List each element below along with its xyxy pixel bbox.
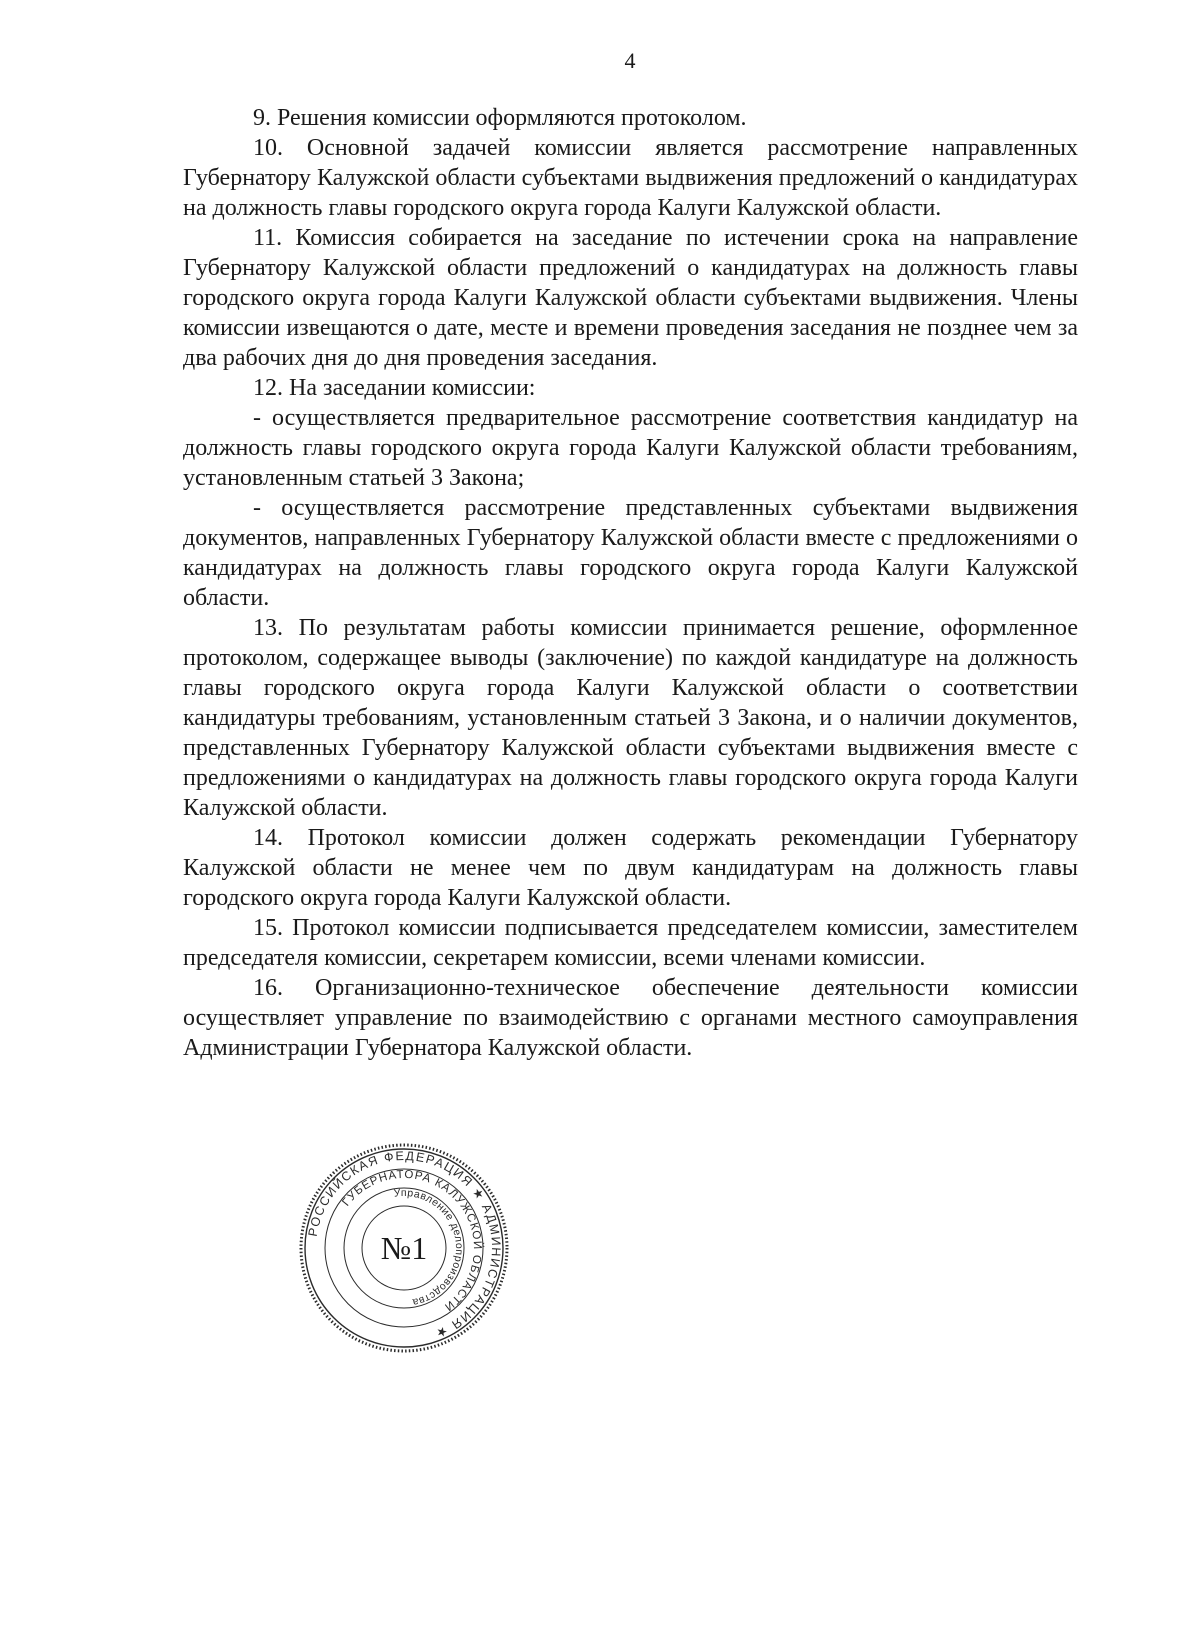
seal-graphic xyxy=(298,1142,510,1354)
paragraph-11: 11. Комиссия собирается на заседание по истечении срока на направление Губернатору Калужской области предложений о кандидатурах на должность главы городского округа города Калуги Калужской области субъектами выдвижения. Члены комиссии извещаются о дате, месте и времени проведения заседания не позднее чем за два рабочих дня до дня проведения заседания. xyxy=(183,225,1078,371)
paragraph-12: 12. На заседании комиссии: xyxy=(253,375,536,401)
document-body xyxy=(183,103,1078,1063)
seal-inner-text: Управление делопроизводства xyxy=(393,1186,466,1309)
paragraph-9: 9. Решения комиссии оформляются протоколом. xyxy=(253,105,747,131)
paragraph-13: 13. По результатам работы комиссии принимается решение, оформленное протоколом, содержащее выводы (заключение) по каждой кандидатуре на должность главы городского округа города Калуги Калужской области о соответствии кандидатуры требованиям, установленным статьей 3 Закона, и о наличии документов, представленных Губернатору Калужской области субъектами выдвижения вместе с предложениями о кандидатурах на должность главы городского округа города Калуги Калужской области. xyxy=(183,615,1078,821)
paragraph-15: 15. Протокол комиссии подписывается председателем комиссии, заместителем председателя комиссии, секретарем комиссии, всеми членами комиссии. xyxy=(183,915,1078,971)
seal-number: №1 xyxy=(380,1230,428,1266)
paragraph-12-item-1: - осуществляется предварительное рассмотрение соответствия кандидатур на должность главы городского округа города Калуги Калужской области требованиям, установленным статьей 3 Закона; xyxy=(183,405,1078,491)
paragraph-12-item-2: - осуществляется рассмотрение представленных субъектами выдвижения документов, направленных Губернатору Калужской области вместе с предложениями о кандидатурах на должность главы городского округа города Калуги Калужской области. xyxy=(183,495,1078,611)
page-number: 4 xyxy=(624,48,636,73)
seal-outer-text: РОССИЙСКАЯ ФЕДЕРАЦИЯ ★ АДМИНИСТРАЦИЯ ★ xyxy=(305,1148,504,1342)
paragraph-16: 16. Организационно-техническое обеспечение деятельности комиссии осуществляет управление по взаимодействию с органами местного самоуправления Администрации Губернатора Калужской области. xyxy=(183,975,1078,1061)
paragraph-14: 14. Протокол комиссии должен содержать рекомендации Губернатору Калужской области не менее чем по двум кандидатурам на должность главы городского округа города Калуги Калужской области. xyxy=(183,825,1078,911)
seal-middle-text: ГУБЕРНАТОРА КАЛУЖСКОЙ ОБЛАСТИ xyxy=(340,1168,484,1314)
paragraph-10: 10. Основной задачей комиссии является рассмотрение направленных Губернатору Калужской области субъектами выдвижения предложений о кандидатурах на должность главы городского округа города Калуги Калужской области. xyxy=(183,135,1078,221)
official-seal xyxy=(298,1142,510,1354)
